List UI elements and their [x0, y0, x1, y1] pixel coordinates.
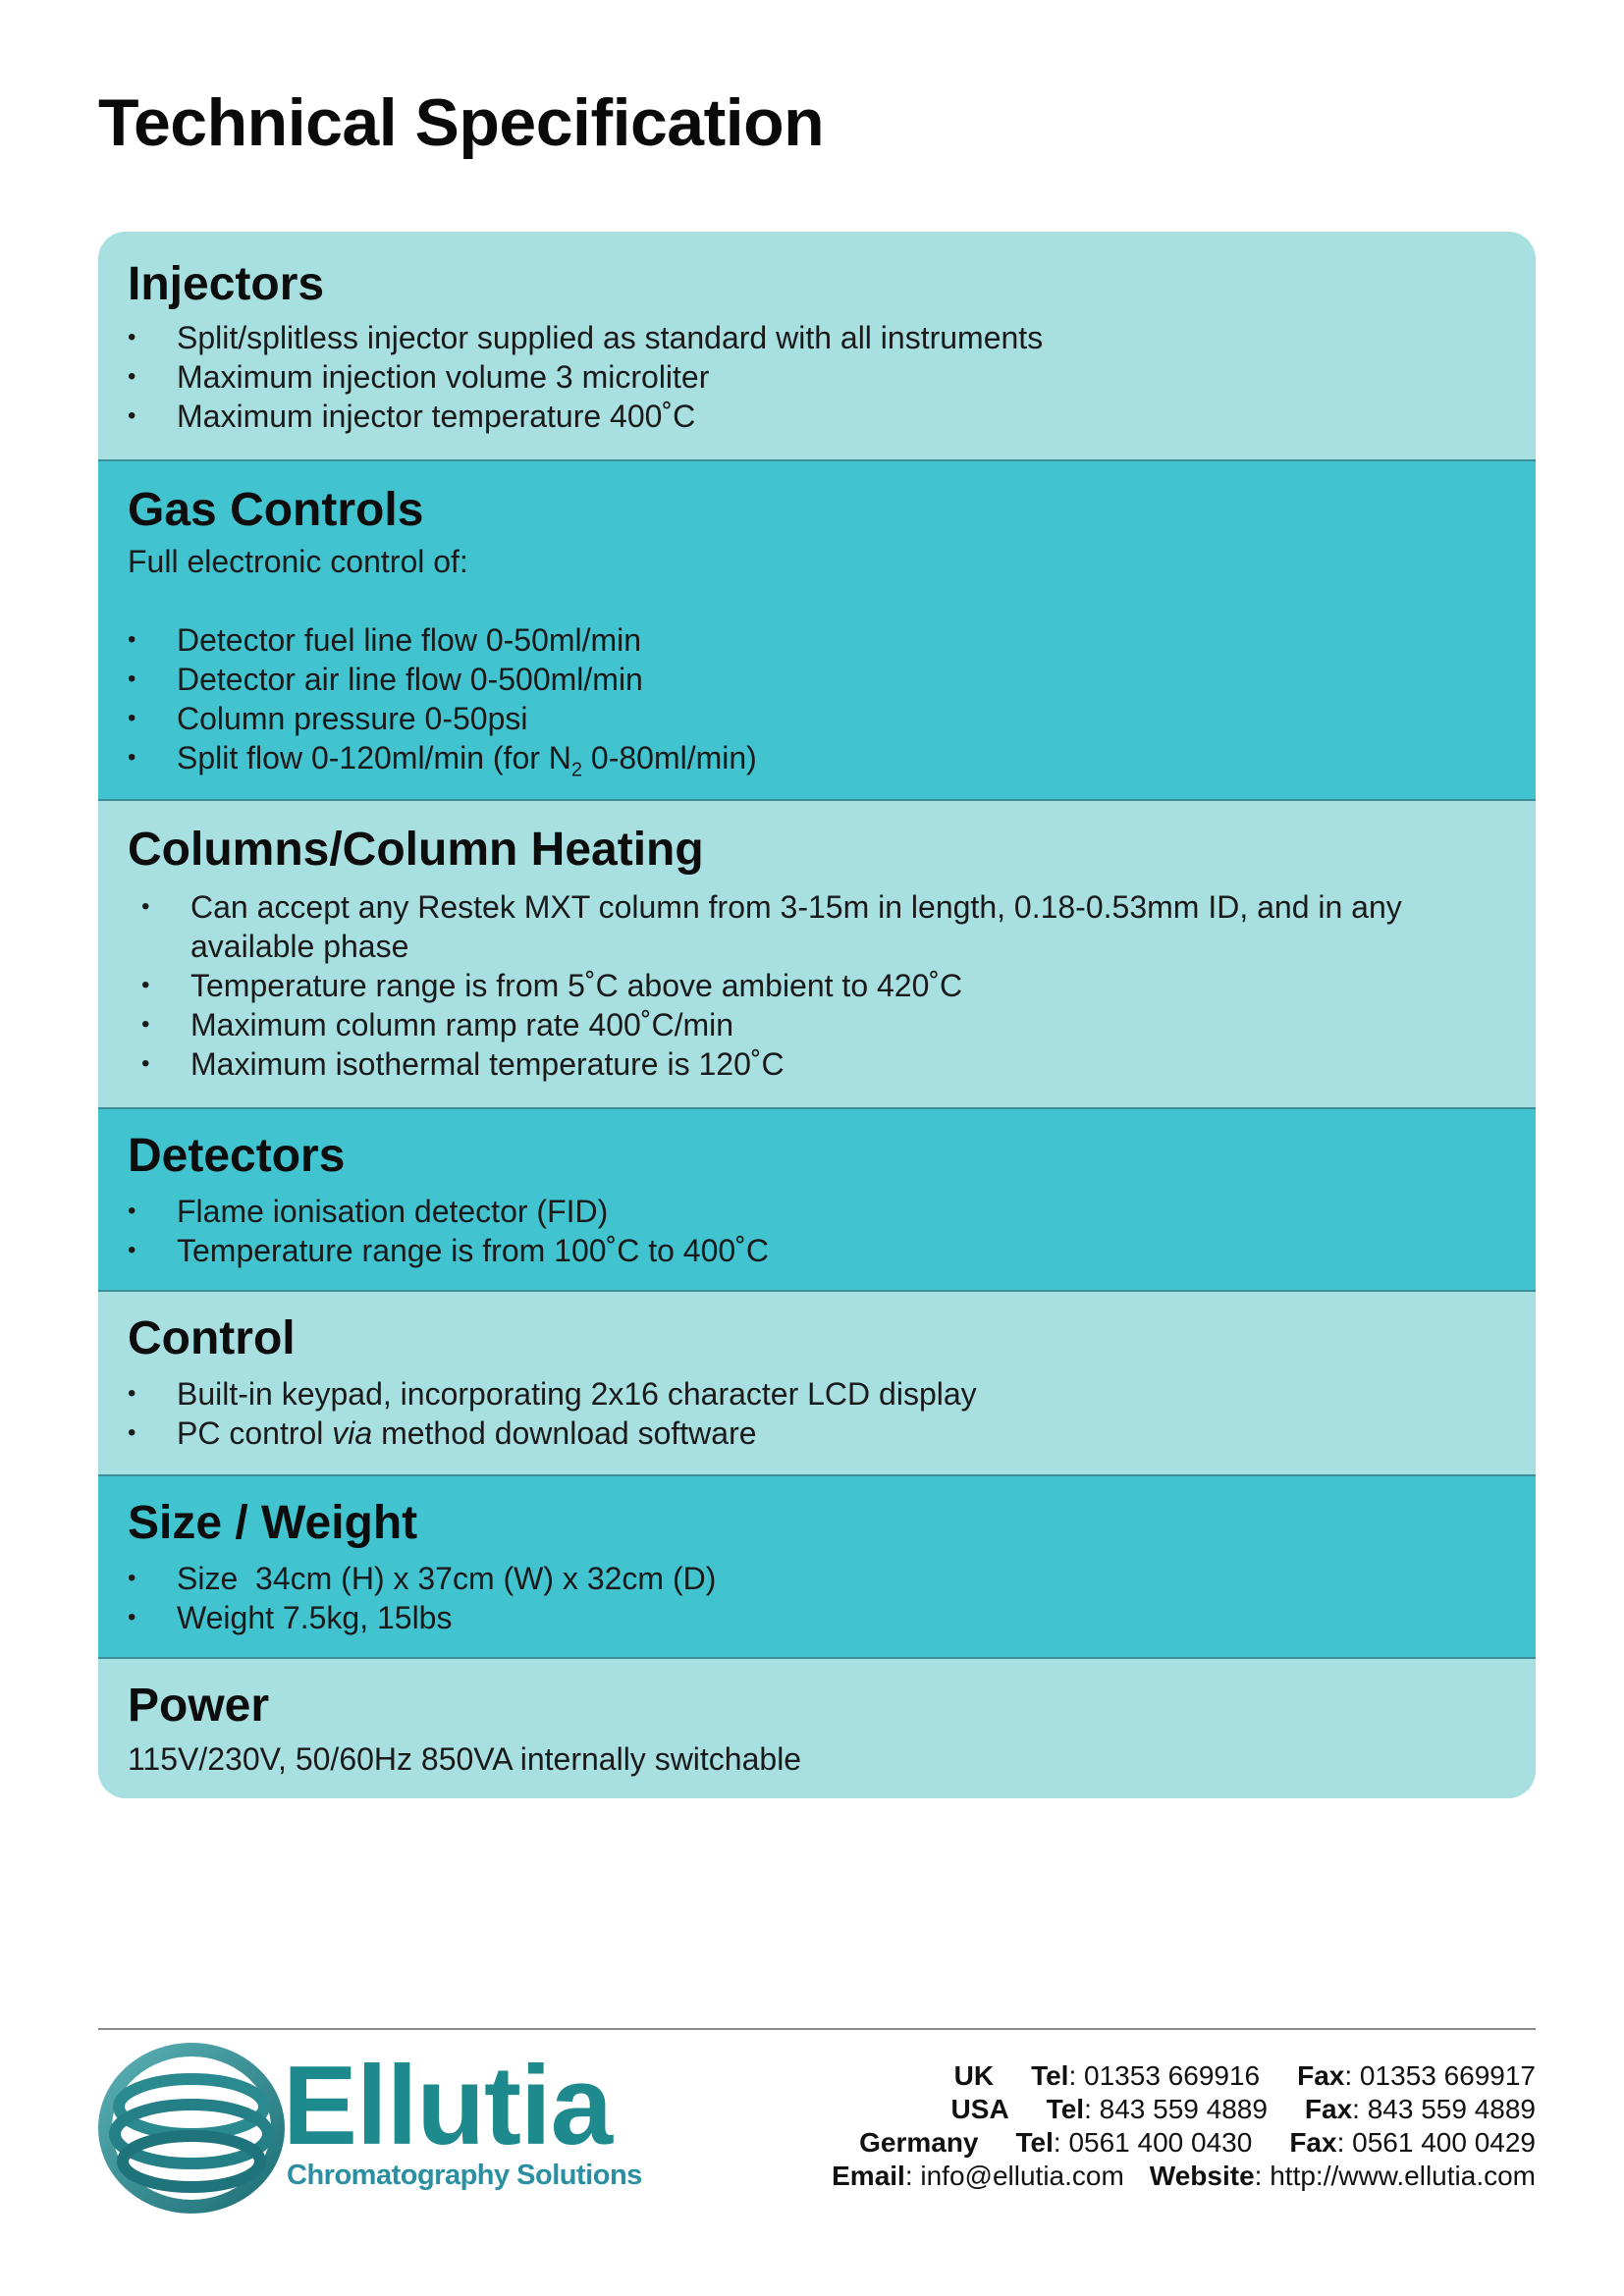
bullet-list [128, 1192, 1506, 1270]
germany-tel: 0561 400 0430 [1068, 2127, 1253, 2158]
fax-label: Fax [1289, 2127, 1337, 2158]
section-heading: Power [128, 1680, 270, 1732]
bullet-list [128, 1559, 1506, 1637]
bullet-list [128, 1374, 1506, 1453]
list-item: • Detector air line flow 0-500ml/min [128, 660, 1506, 699]
country-label: UK [953, 2060, 995, 2091]
list-item: • Maximum injection volume 3 microliter [128, 357, 1506, 397]
section-power [98, 1659, 1536, 1798]
bullet-list [128, 318, 1506, 436]
section-heading: Gas Controls [128, 484, 424, 536]
list-item: • Weight 7.5kg, 15lbs [128, 1598, 1506, 1637]
pc-control-suffix: method download software [372, 1415, 757, 1451]
split-flow-suffix: 0-80ml/min) [582, 740, 757, 775]
bullet-list [128, 620, 1506, 789]
website-label: Website [1149, 2161, 1255, 2191]
list-item: • Maximum isothermal temperature is 120˚C [128, 1044, 1506, 1084]
usa-tel: 843 559 4889 [1099, 2094, 1268, 2124]
bullet-list [128, 887, 1506, 1084]
section-heading: Control [128, 1312, 296, 1364]
split-flow-text: Split flow 0-120ml/min (for N [177, 740, 571, 775]
spec-panel [98, 232, 1536, 1798]
uk-tel: 01353 669916 [1084, 2060, 1261, 2091]
contact-germany: Germany Tel: 0561 400 0430 Fax: 0561 400 0429 [859, 2127, 1536, 2158]
email-link[interactable]: info@ellutia.com [920, 2161, 1124, 2191]
website-link[interactable]: http://www.ellutia.com [1270, 2161, 1536, 2191]
list-item: • Temperature range is from 5˚C above ambient to 420˚C [128, 966, 1506, 1005]
fax-label: Fax [1297, 2060, 1345, 2091]
email-label: Email [832, 2161, 905, 2191]
pc-control-italic: via [332, 1415, 373, 1451]
contact-web: Email: info@ellutia.com Website: http://www.ellutia.com [832, 2161, 1536, 2191]
list-item: • Detector fuel line flow 0-50ml/min [128, 620, 1506, 660]
list-item: • Maximum injector temperature 400˚C [128, 397, 1506, 436]
list-item: • Split/splitless injector supplied as standard with all instruments [128, 318, 1506, 357]
footer-divider [98, 2028, 1536, 2030]
usa-fax: 843 559 4889 [1367, 2094, 1536, 2124]
section-heading: Columns/Column Heating [128, 824, 704, 876]
section-heading: Detectors [128, 1130, 346, 1182]
logo-rings-icon [98, 2038, 285, 2215]
list-item: • Temperature range is from 100˚C to 400˚C [128, 1231, 1506, 1270]
section-control [98, 1292, 1536, 1474]
section-heading: Injectors [128, 258, 325, 310]
tel-label: Tel [1031, 2060, 1069, 2091]
section-detectors [98, 1107, 1536, 1292]
logo-tagline: Chromatography Solutions [287, 2160, 642, 2191]
section-heading: Size / Weight [128, 1497, 418, 1549]
list-item-pc-control [128, 1414, 1506, 1453]
uk-fax: 01353 669917 [1359, 2060, 1536, 2091]
country-label: Germany [859, 2127, 979, 2158]
contact-uk: UK Tel: 01353 669916 Fax: 01353 669917 [953, 2060, 1536, 2091]
section-injectors [98, 232, 1536, 459]
list-item: • Size 34cm (H) x 37cm (W) x 32cm (D) [128, 1559, 1506, 1598]
list-item: • Can accept any Restek MXT column from 3-15m in length, 0.18-0.53mm ID, and in any available phase [128, 887, 1506, 966]
section-intro: Full electronic control of: [128, 544, 468, 579]
company-logo [98, 2038, 658, 2215]
section-gas-controls [98, 459, 1536, 801]
tel-label: Tel [1046, 2094, 1085, 2124]
power-text: 115V/230V, 50/60Hz 850VA internally switchable [128, 1741, 802, 1777]
section-size-weight [98, 1474, 1536, 1659]
section-columns [98, 801, 1536, 1107]
list-item: • Built-in keypad, incorporating 2x16 character LCD display [128, 1374, 1506, 1414]
page-title: Technical Specification [98, 85, 825, 160]
tel-label: Tel [1015, 2127, 1054, 2158]
list-item: • Maximum column ramp rate 400˚C/min [128, 1005, 1506, 1044]
list-item: • Column pressure 0-50psi [128, 699, 1506, 738]
list-item-split-flow [128, 738, 1506, 789]
nitrogen-subscript: 2 [570, 759, 583, 781]
fax-label: Fax [1304, 2094, 1353, 2124]
contact-block [832, 2059, 1536, 2193]
contact-usa: USA Tel: 843 559 4889 Fax: 843 559 4889 [950, 2094, 1536, 2124]
pc-control-text: PC control [177, 1415, 333, 1451]
list-item: • Flame ionisation detector (FID) [128, 1192, 1506, 1231]
germany-fax: 0561 400 0429 [1352, 2127, 1536, 2158]
logo-wordmark: Ellutia [283, 2044, 613, 2168]
country-label: USA [950, 2094, 1009, 2124]
